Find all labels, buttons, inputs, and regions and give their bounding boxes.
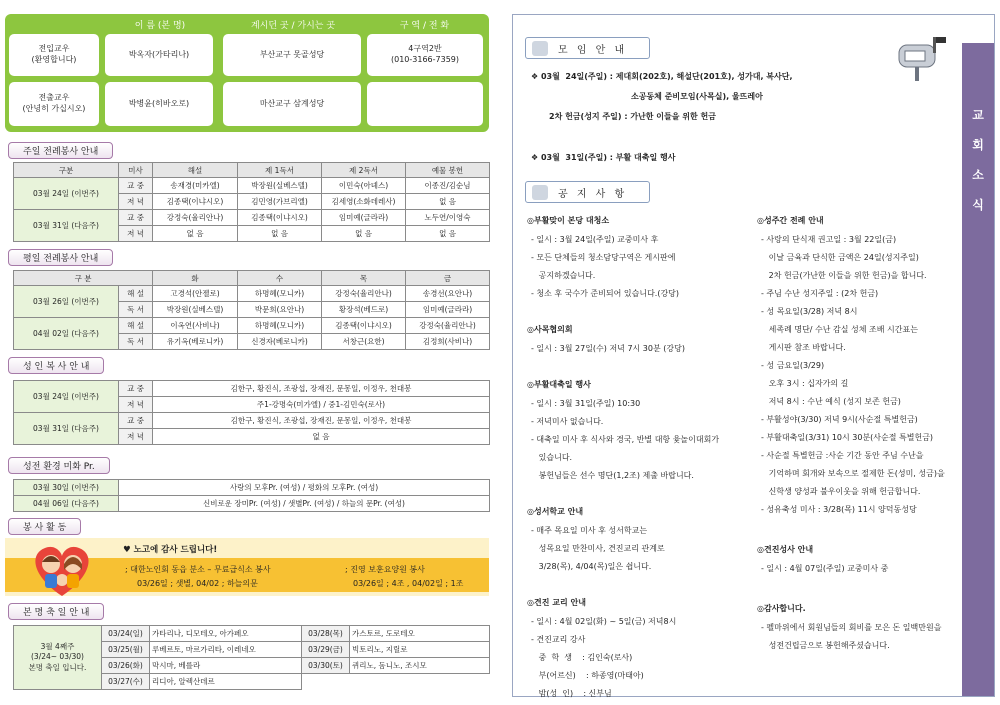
date-cell: 04월 06일 (다음주) xyxy=(14,496,119,512)
family-illustration xyxy=(27,540,97,598)
mass-cell: 저 녁 xyxy=(119,194,153,210)
notice-item: - 펠마위에서 회원님들의 회비를 모은 돈 일백만원을 xyxy=(761,623,942,632)
person-icon xyxy=(532,41,548,56)
cell: 노두연/이영숙 xyxy=(406,210,490,226)
cell: 강정숙(율리안나) xyxy=(406,318,490,334)
transfer-in-contact: 4구역2반 (010-3166-7359) xyxy=(367,34,483,76)
notice-item: - 부활대축일(3/31) 10시 30분(사순절 특별헌금) xyxy=(761,433,934,442)
cell: 김정희(사비나) xyxy=(406,334,490,350)
cell: 김종택(이냐시오) xyxy=(322,318,406,334)
cell: 하명혜(모니카) xyxy=(238,318,322,334)
birthday-table xyxy=(13,625,490,690)
col-header: 목 xyxy=(322,271,406,286)
mass-cell: 저 녁 xyxy=(119,397,153,413)
notice-item: 밤(성 인) : 신부님 xyxy=(531,689,612,698)
cell: 루베르토, 마르가리타, 이레네오 xyxy=(150,642,302,658)
header-contact: 구 역 / 전 화 xyxy=(399,21,450,31)
empty-cell xyxy=(350,674,490,690)
transfer-box xyxy=(5,14,489,132)
col-header: 구 분 xyxy=(14,271,153,286)
cell: 임미예(글라라) xyxy=(406,302,490,318)
notice-title-text: 공 지 사 항 xyxy=(558,188,628,200)
notice-item: - 성유축성 미사 : 3/28(목) 11시 양덕동성당 xyxy=(761,505,917,514)
date-cell: 03월 31일 (다음주) xyxy=(14,210,119,242)
notice-heading: ◎성서학교 안내 xyxy=(527,507,584,516)
date-cell: 03/30(토) xyxy=(302,658,350,674)
cell: 고경석(안젤로) xyxy=(153,286,238,302)
meeting-title-text: 모 임 안 내 xyxy=(558,44,628,56)
role-cell: 해 설 xyxy=(119,286,153,302)
cell: 송재경(미카엘) xyxy=(153,178,238,194)
date-cell: 03/26(화) xyxy=(102,658,150,674)
empty-cell xyxy=(302,674,350,690)
cell: 빅토리노, 지릴로 xyxy=(350,642,490,658)
side-char: 회 xyxy=(972,138,984,152)
notice-item: - 일시 : 4월 02일(화) ~ 5일(금) 저녁8시 xyxy=(531,617,677,626)
mass-cell: 교 중 xyxy=(119,210,153,226)
notice-item: - 일시 : 3월 24일(주일) 교중미사 후 xyxy=(531,235,659,244)
col-header: 해설 xyxy=(153,163,238,178)
right-page xyxy=(512,14,995,697)
date-cell: 03/25(월) xyxy=(102,642,150,658)
table-row xyxy=(14,413,490,429)
cell: 박장원(실베스텔) xyxy=(153,302,238,318)
col-header: 예물 봉헌 xyxy=(406,163,490,178)
cell: 막시마, 베를라 xyxy=(150,658,302,674)
weekday-table xyxy=(13,270,490,350)
clean-section-title: 성전 환경 미화 Pr. xyxy=(8,457,110,474)
cell: 강정숙(율리안나) xyxy=(153,210,238,226)
transfer-out-contact xyxy=(367,82,483,126)
notice-item: - 일시 : 4월 07일(주일) 교중미사 중 xyxy=(761,564,889,573)
person-icon xyxy=(532,185,548,200)
notice-item: - 일시 : 3월 31일(주일) 10:30 xyxy=(531,399,641,408)
notice-item: - 견진교리 강사 xyxy=(531,635,586,644)
notice-item: - 사랑의 단식재 권고일 : 3월 22일(금) xyxy=(761,235,897,244)
mass-cell: 저 녁 xyxy=(119,226,153,242)
cell: 없 음 xyxy=(322,226,406,242)
notice-item: 중 학 생 : 김인숙(로사) xyxy=(531,653,633,662)
notice-item: 3/28(목), 4/04(목)일은 쉽니다. xyxy=(531,562,652,571)
table-row xyxy=(14,381,490,397)
meeting-line: 2차 헌금(성지 주일) : 가난한 이들을 위한 헌금 xyxy=(549,112,716,121)
notice-item: 성전건립금으로 봉헌해주셨습니다. xyxy=(761,641,890,650)
side-char: 교 xyxy=(972,108,984,122)
birthday-label: 3월 4째주 (3/24~ 03/30) 본명 축일 입니다. xyxy=(14,626,102,690)
sidebar-title xyxy=(966,100,990,220)
role-cell: 해 설 xyxy=(119,318,153,334)
date-cell: 03월 24일 (이번주) xyxy=(14,381,119,413)
cell: 이민숙(아녜스) xyxy=(322,178,406,194)
col-header: 미사 xyxy=(119,163,153,178)
notice-heading: ◎부활대축일 행사 xyxy=(527,380,591,389)
notice-item: 오후 3시 : 십자가의 길 xyxy=(761,379,849,388)
role-cell: 독 서 xyxy=(119,334,153,350)
left-page xyxy=(5,0,490,705)
service-line2a: 03/26일 ; 샛별, 04/02 ; 하늘의문 xyxy=(137,579,258,588)
mailbox-icon xyxy=(891,31,951,83)
notice-item: - 매주 목요일 미사 후 성서학교는 xyxy=(531,526,648,535)
date-cell: 04월 02일 (다음주) xyxy=(14,318,119,350)
cell: 없 음 xyxy=(238,226,322,242)
col-header: 제 2독서 xyxy=(322,163,406,178)
cell: 가타리나, 디모테오, 아가페오 xyxy=(150,626,302,642)
cell: 신비로운 장미Pr. (여성) / 샛별Pr. (여성) / 하늘의 문Pr. (여성) xyxy=(119,496,490,512)
sunday-section-title: 주일 전례봉사 안내 xyxy=(8,142,113,159)
notice-item: - 주님 수난 성지주일 : (2차 헌금) xyxy=(761,289,879,298)
cell: 김한구, 황진식, 조광섭, 장재진, 문몽일, 이정우, 천대봉 xyxy=(153,381,490,397)
meeting-section-title xyxy=(525,37,650,59)
table-row xyxy=(14,626,490,642)
meeting-line: 소공동체 준비모임(사목실), 울뜨레아 xyxy=(631,92,763,101)
date-cell: 03월 24일 (이번주) xyxy=(14,178,119,210)
cell: 김종택(이냐시오) xyxy=(153,194,238,210)
weekday-section-title: 평일 전례봉사 안내 xyxy=(8,249,113,266)
cell: 없 음 xyxy=(406,226,490,242)
cell: 강정숙(율리안나) xyxy=(322,286,406,302)
col-header: 금 xyxy=(406,271,490,286)
notice-item: 봉헌님들은 선수 명단(1,2조) 제출 바랍니다. xyxy=(531,471,694,480)
date-cell: 03월 30일 (이번주) xyxy=(14,480,119,496)
cell: 김민영(가브리엘) xyxy=(238,194,322,210)
transfer-in-name: 박옥자(가타리나) xyxy=(105,34,213,76)
cell: 서창근(요한) xyxy=(322,334,406,350)
table-row xyxy=(14,210,490,226)
notice-item: - 부활성야(3/30) 저녁 9시(사순절 특별헌금) xyxy=(761,415,918,424)
notice-item: - 청소 후 국수가 준비되어 있습니다.(강당) xyxy=(531,289,680,298)
notice-heading: ◎감사합니다. xyxy=(757,604,806,613)
notice-item: 저녁 8시 : 수난 예식 (성지 보존 헌금) xyxy=(761,397,901,406)
mass-cell: 교 중 xyxy=(119,178,153,194)
cell: 김한구, 황진식, 조광섭, 장재진, 문몽일, 이정우, 천대봉 xyxy=(153,413,490,429)
service-line2b: 03/26일 ; 4조 , 04/02일 ; 1조 xyxy=(353,579,464,588)
notice-item: - 대축일 미사 후 식사와 경국, 반별 대항 윷놀이대회가 xyxy=(531,435,720,444)
cell: 박문희(요안나) xyxy=(238,302,322,318)
cell: 유기옥(베로니카) xyxy=(153,334,238,350)
cell: 김세영(소화데레사) xyxy=(322,194,406,210)
service-section-title: 봉 사 활 동 xyxy=(8,518,81,535)
role-cell: 독 서 xyxy=(119,302,153,318)
transfer-out-place: 마산교구 삼계성당 xyxy=(223,82,361,126)
cell: 주1-강명숙(미가엘) / 중1-김민숙(로사) xyxy=(153,397,490,413)
cell: 퀴리노, 돔니노, 조시모 xyxy=(350,658,490,674)
notice-section-title xyxy=(525,181,650,203)
sunday-table xyxy=(13,162,490,242)
service-thanks: ♥ 노고에 감사 드립니다! xyxy=(123,545,218,555)
table-row xyxy=(14,286,490,302)
table-row xyxy=(14,496,490,512)
service-line1b: ; 진영 보훈요양원 봉사 xyxy=(345,565,425,574)
clean-table xyxy=(13,479,490,512)
notice-heading: ◎견진성사 안내 xyxy=(757,545,814,554)
date-cell: 03월 31일 (다음주) xyxy=(14,413,119,445)
col-header: 화 xyxy=(153,271,238,286)
notice-item: 이날 금육과 단식한 금액은 24일(성지주일) xyxy=(761,253,919,262)
notice-item: 공지하겠습니다. xyxy=(531,271,596,280)
notice-heading: ◎사목협의회 xyxy=(527,325,573,334)
cell: 없 음 xyxy=(406,194,490,210)
mass-cell: 교 중 xyxy=(119,381,153,397)
notice-item: 성목요일 만찬미사, 견진교리 관계로 xyxy=(531,544,665,553)
header-name: 이 름 (본 명) xyxy=(134,21,186,31)
col-header: 제 1독서 xyxy=(238,163,322,178)
notice-item: 게시판 참조 바랍니다. xyxy=(761,343,846,352)
transfer-out-label: 전출교우 (안녕히 가십시오) xyxy=(9,82,99,126)
header-place: 계시던 곳 / 가시는 곳 xyxy=(250,21,336,31)
cell: 박장원(실베스텔) xyxy=(238,178,322,194)
notice-item: - 모든 단체들의 청소담당구역은 게시판에 xyxy=(531,253,676,262)
acolyte-section-title: 성 인 복 사 안 내 xyxy=(8,357,104,374)
meeting-line: ❖ 03월 31일(주일) : 부활 대축일 행사 xyxy=(531,153,676,162)
cell: 사랑의 모후Pr. (여성) / 평화의 모후Pr. (여성) xyxy=(119,480,490,496)
cell: 가스토르, 도로테오 xyxy=(350,626,490,642)
table-row xyxy=(14,318,490,334)
date-cell: 03/28(목) xyxy=(302,626,350,642)
transfer-in-label: 전입교우 (환영합니다) xyxy=(9,34,99,76)
acolyte-table xyxy=(13,380,490,445)
notice-heading: ◎견진 교리 안내 xyxy=(527,598,586,607)
cell: 이종진/김순님 xyxy=(406,178,490,194)
col-header: 수 xyxy=(238,271,322,286)
date-cell: 03월 26일 (이번주) xyxy=(14,286,119,318)
birthday-section-title: 본 명 축 일 안 내 xyxy=(8,603,104,620)
notice-item: 기억하며 회개와 보속으로 절제한 돈(성미, 성금)을 xyxy=(761,469,945,478)
notice-item: - 사순절 특별헌금 :사순 기간 동안 주님 수난을 xyxy=(761,451,924,460)
cell: 이옥연(사비나) xyxy=(153,318,238,334)
cell: 신경자(베로니카) xyxy=(238,334,322,350)
cell: 없 음 xyxy=(153,429,490,445)
notice-item: - 성 목요일(3/28) 저녁 8시 xyxy=(761,307,858,316)
table-row xyxy=(14,178,490,194)
cell: 김종택(이냐시오) xyxy=(238,210,322,226)
mass-cell: 저 녁 xyxy=(119,429,153,445)
transfer-out-name: 박병윤(히바오로) xyxy=(105,82,213,126)
table-row xyxy=(14,480,490,496)
notice-item: - 저녁미사 없습니다. xyxy=(531,417,604,426)
cell: 임미예(글라라) xyxy=(322,210,406,226)
notice-heading: ◎성주간 전례 안내 xyxy=(757,216,824,225)
cell: 황장석(베드로) xyxy=(322,302,406,318)
date-cell: 03/27(수) xyxy=(102,674,150,690)
transfer-in-place: 부산교구 못골성당 xyxy=(223,34,361,76)
service-line1a: ; 대한노인회 동읍 분소 – 무료급식소 봉사 xyxy=(125,565,271,574)
col-header: 구분 xyxy=(14,163,119,178)
notice-item: 세족례 명단/ 수난 감실 성체 조배 시간표는 xyxy=(761,325,918,334)
notice-heading: ◎부활맞이 본당 대청소 xyxy=(527,216,610,225)
notice-item: - 일시 : 3월 27일(수) 저녁 7시 30분 (강당) xyxy=(531,344,685,353)
notice-item: 있습니다. xyxy=(531,453,573,462)
notice-item: 신학생 양성과 불우이웃을 위해 헌금합니다. xyxy=(761,487,921,496)
mass-cell: 교 중 xyxy=(119,413,153,429)
side-char: 소 xyxy=(972,168,984,182)
meeting-line: ❖ 03월 24일(주일) : 제대회(202호), 해설단(201호), 성가대, 복사단, xyxy=(531,72,793,81)
side-char: 식 xyxy=(972,198,984,212)
date-cell: 03/29(금) xyxy=(302,642,350,658)
cell: 하명혜(모니카) xyxy=(238,286,322,302)
cell: 없 음 xyxy=(153,226,238,242)
cell: 리디아, 알렉산데르 xyxy=(150,674,302,690)
date-cell: 03/24(일) xyxy=(102,626,150,642)
notice-item: 부(어르신) : 하종영(마태아) xyxy=(531,671,644,680)
cell: 송경선(요안나) xyxy=(406,286,490,302)
notice-item: - 성 금요일(3/29) xyxy=(761,361,825,370)
notice-item: 2차 헌금(가난한 이들을 위한 헌금)을 합니다. xyxy=(761,271,927,280)
